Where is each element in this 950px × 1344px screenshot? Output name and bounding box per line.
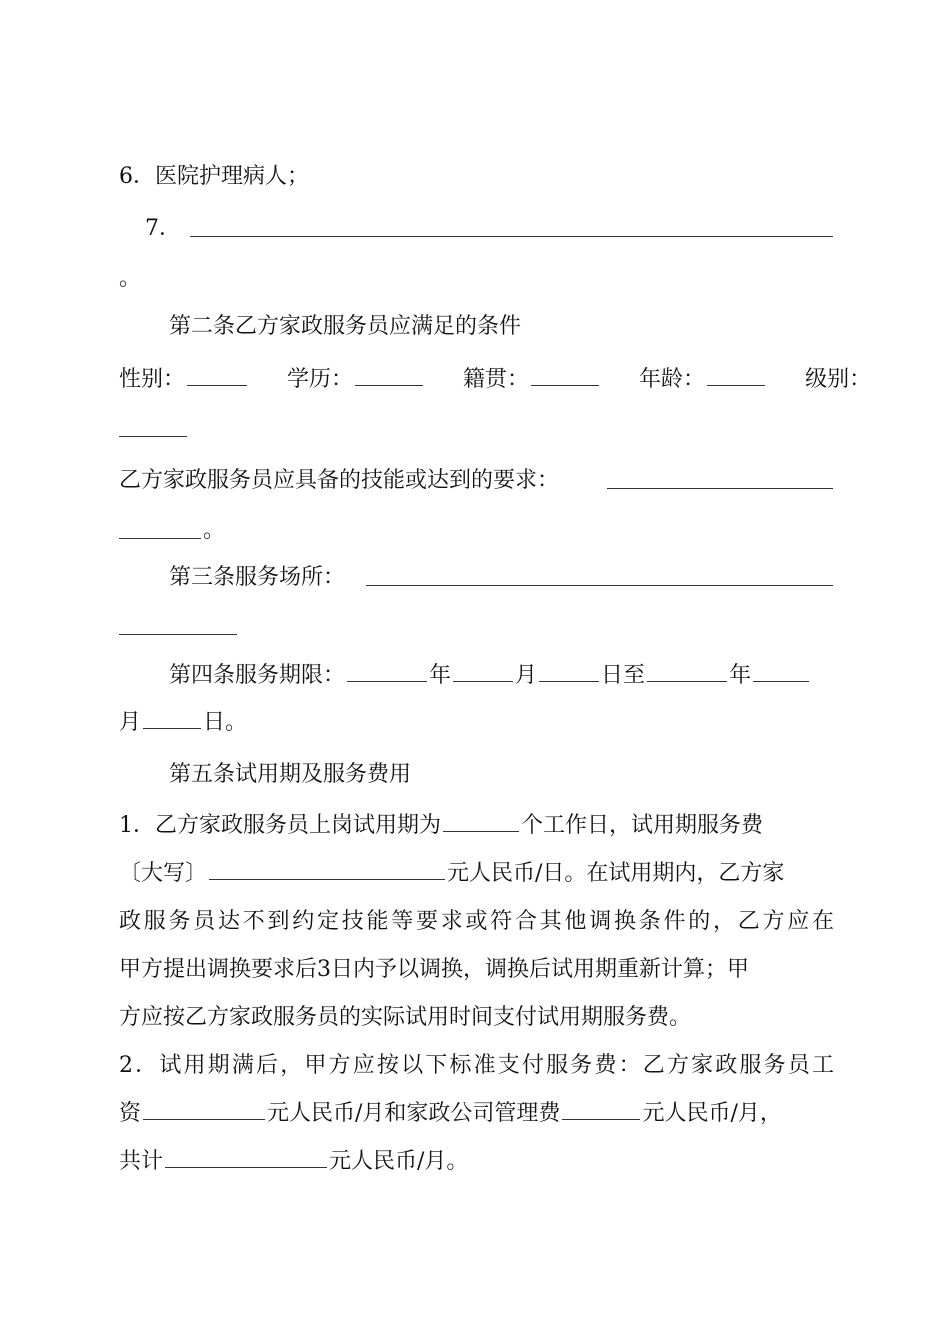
probation-days-blank[interactable]	[443, 811, 519, 832]
fee-clause-1	[119, 1051, 834, 1081]
skills-period: 。	[203, 518, 226, 543]
day-to-label: 日至	[601, 663, 646, 688]
year-label-2: 年	[729, 663, 752, 688]
article-5-title: 第五条试用期及服务费用	[169, 762, 412, 787]
item-6	[119, 162, 834, 192]
probation-clause-1	[119, 811, 834, 841]
article-4	[119, 661, 844, 691]
item-6-text: 6．医院护理病人；	[119, 164, 309, 189]
article-2-heading	[119, 312, 834, 342]
service-location-blank-1[interactable]	[366, 565, 833, 586]
gender-blank[interactable]	[187, 365, 247, 386]
gender-label: 性别：	[119, 367, 186, 392]
native-place-blank[interactable]	[531, 365, 599, 386]
probation-clause-4	[119, 955, 834, 985]
period-mark: 。	[119, 266, 142, 291]
article-2-title: 第二条乙方家政服务员应满足的条件	[169, 314, 522, 339]
fee-clause-3	[119, 1147, 834, 1177]
education-label: 学历：	[287, 367, 354, 392]
end-day-blank[interactable]	[143, 708, 201, 729]
article-5-heading	[119, 760, 834, 790]
fee-clause-2	[119, 1099, 844, 1129]
skills-blank-1[interactable]	[607, 468, 833, 489]
level-label: 级别：	[805, 367, 872, 392]
fee-text-line-1: 2．试用期满后，甲方应按以下标准支付服务费：乙方家政服务员工	[119, 1053, 834, 1078]
service-location-blank-2[interactable]	[119, 614, 237, 635]
management-fee-blank[interactable]	[562, 1099, 640, 1120]
total-unit: 元人民币/月。	[329, 1149, 469, 1174]
probation-fee-blank[interactable]	[209, 859, 445, 880]
end-month-blank-a[interactable]	[753, 661, 809, 682]
capital-label: 〔大写〕	[119, 861, 208, 886]
total-label: 共计	[119, 1149, 164, 1174]
probation-fee-text: 元人民币/日。在试用期内，乙方家	[447, 861, 785, 886]
probation-text-line-3: 政服务员达不到约定技能等要求或符合其他调换条件的，乙方应在	[119, 909, 834, 934]
year-label: 年	[429, 663, 452, 688]
item-7-end	[119, 264, 834, 294]
article-4-cont	[119, 708, 834, 738]
start-year-blank[interactable]	[347, 661, 427, 682]
wage-unit-text: 元人民币/月和家政公司管理费	[267, 1101, 561, 1126]
end-year-blank[interactable]	[647, 661, 727, 682]
skills-blank-2[interactable]	[119, 518, 201, 539]
skills-label: 乙方家政服务员应具备的技能或达到的要求：	[119, 468, 560, 493]
total-blank[interactable]	[165, 1147, 327, 1168]
probation-text-line-4: 甲方提出调换要求后3日内予以调换，调换后试用期重新计算；甲	[119, 957, 749, 982]
education-blank[interactable]	[355, 365, 423, 386]
probation-clause-3	[119, 907, 834, 937]
native-place-label: 籍贯：	[463, 367, 530, 392]
item-7-blank[interactable]	[190, 216, 833, 237]
day-end-label: 日。	[203, 710, 248, 735]
start-day-blank[interactable]	[539, 661, 599, 682]
wage-label: 资	[119, 1101, 142, 1126]
probation-text-a: 1．乙方家政服务员上岗试用期为	[119, 813, 441, 838]
management-fee-unit: 元人民币/月，	[642, 1101, 782, 1126]
probation-clause-2	[119, 859, 834, 889]
service-period-label: 第四条服务期限：	[169, 663, 346, 688]
probation-text-line-5: 方应按乙方家政服务员的实际试用时间支付试用期服务费。	[119, 1005, 692, 1030]
skills-end	[203, 516, 243, 546]
age-label: 年龄：	[639, 367, 706, 392]
level-blank[interactable]	[119, 416, 187, 437]
requirements-fields	[119, 365, 872, 395]
age-blank[interactable]	[707, 365, 765, 386]
month-label-2: 月	[119, 710, 142, 735]
wage-blank[interactable]	[143, 1099, 265, 1120]
start-month-blank[interactable]	[453, 661, 513, 682]
service-location-label: 第三条服务场所：	[169, 565, 346, 590]
item-7-number: 7．	[145, 216, 181, 241]
probation-text-b: 个工作日，试用期服务费	[521, 813, 764, 838]
month-label: 月	[515, 663, 538, 688]
probation-clause-5	[119, 1003, 834, 1033]
